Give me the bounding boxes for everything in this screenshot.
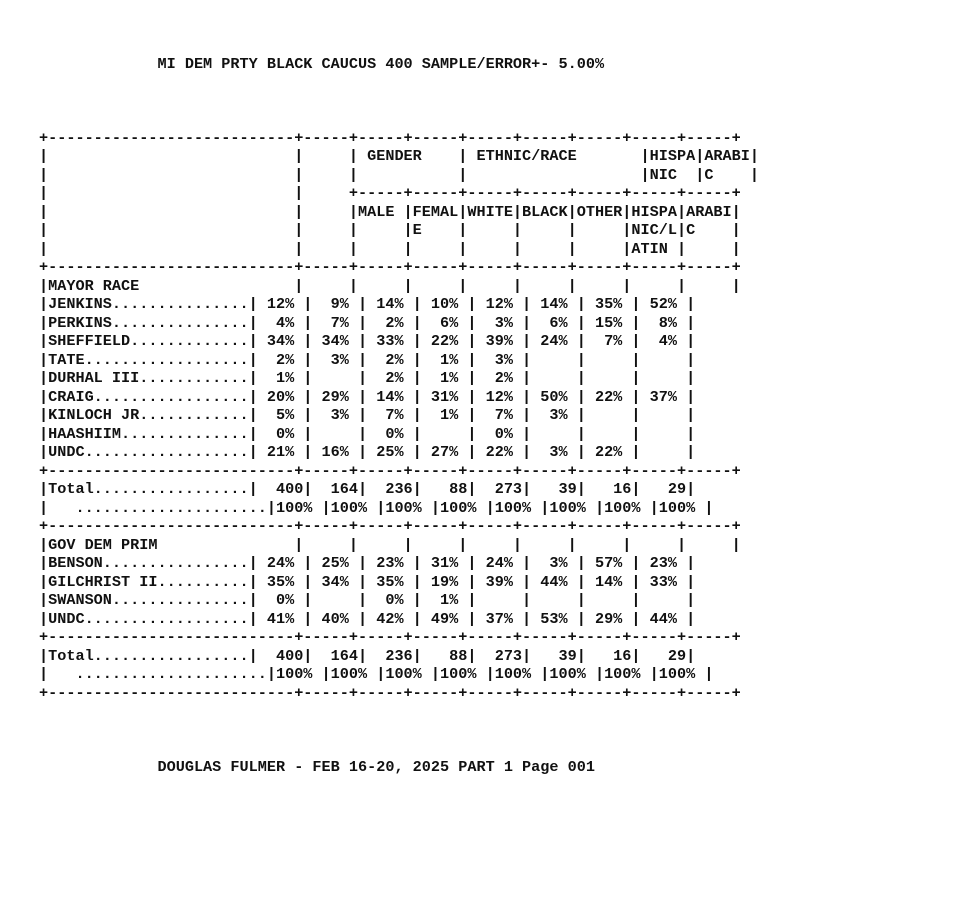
page-title: MI DEM PRTY BLACK CAUCUS 400 SAMPLE/ERROR+- 5.00%: [157, 54, 605, 73]
header-row: | | |MALE |FEMAL|WHITE|BLACK|OTHER|HISPA|ARABI|: [39, 202, 741, 221]
table-row: |KINLOCH JR............| 5% | 3% | 7% | 1% | 7% | 3% | | |: [39, 406, 696, 424]
percent-total-row: | .....................|100% |100% |100% |100% |100% |100% |100% |100% |: [39, 665, 714, 683]
table-row: |UNDC..................| 41% | 40% | 42% | 49% | 37% | 53% | 29% | 44% |: [39, 609, 696, 628]
table-row: |CRAIG.................| 20% | 29% | 14% | 31% | 12% | 50% | 22% | 37% |: [39, 387, 696, 406]
table-border: +---------------------------+-----+-----+-----+-----+-----+-----+-----+-----+: [39, 461, 741, 480]
blank-line: [39, 36, 759, 55]
crosstab-document: [39, 36, 759, 776]
blank-line: [39, 702, 759, 721]
blank-line: [39, 721, 759, 740]
header-row: | | +-----+-----+-----+-----+-----+-----+-----+: [39, 184, 741, 202]
table-border: +---------------------------+-----+-----+-----+-----+-----+-----+-----+-----+: [39, 258, 741, 276]
table-border: +---------------------------+-----+-----+-----+-----+-----+-----+-----+-----+: [39, 517, 741, 535]
table-border: +---------------------------+-----+-----+-----+-----+-----+-----+-----+-----+: [39, 683, 741, 702]
table-row: |DURHAL III............| 1% | | 2% | 1% | 2% | | | |: [39, 369, 696, 387]
total-row: |Total.................| 400| 164| 236| 88| 273| 39| 16| 29|: [39, 480, 696, 498]
table-row: |SHEFFIELD.............| 34% | 34% | 33% | 22% | 39% | 24% | 7% | 4% |: [39, 332, 696, 350]
blank-line: [39, 739, 759, 758]
percent-total-row: | .....................|100% |100% |100% |100% |100% |100% |100% |100% |: [39, 498, 714, 517]
blank-line: [39, 110, 759, 129]
header-row: | | | |E | | | |NIC/L|C |: [39, 221, 741, 239]
total-row: |Total.................| 400| 164| 236| 88| 273| 39| 16| 29|: [39, 646, 696, 665]
header-row: | | | | | | | |ATIN | |: [39, 239, 741, 258]
section-title-gov-dem-prim: |GOV DEM PRIM | | | | | | | | |: [39, 535, 741, 554]
table-border: +---------------------------+-----+-----+-----+-----+-----+-----+-----+-----+: [39, 128, 741, 147]
table-border: +---------------------------+-----+-----+-----+-----+-----+-----+-----+-----+: [39, 628, 741, 646]
table-row: |TATE..................| 2% | 3% | 2% | 1% | 3% | | | |: [39, 350, 696, 369]
header-row: | | | | |NIC |C |: [39, 165, 760, 184]
page-footer: DOUGLAS FULMER - FEB 16-20, 2025 PART 1 Page 001: [157, 757, 595, 776]
blank-line: [39, 92, 759, 111]
table-row: |JENKINS...............| 12% | 9% | 14% | 10% | 12% | 14% | 35% | 52% |: [39, 295, 696, 313]
table-row: |PERKINS...............| 4% | 7% | 2% | 6% | 3% | 6% | 15% | 8% |: [39, 313, 696, 332]
table-row: |SWANSON...............| 0% | | 0% | 1% | | | | |: [39, 591, 696, 609]
section-title-mayor-race: |MAYOR RACE | | | | | | | | |: [39, 276, 741, 295]
table-row: |UNDC..................| 21% | 16% | 25% | 27% | 22% | 3% | 22% | |: [39, 443, 696, 461]
blank-line: [39, 73, 759, 92]
header-row: | | | GENDER | ETHNIC/RACE |HISPA|ARABI|: [39, 147, 760, 165]
table-row: |HAASHIIM..............| 0% | | 0% | | 0% | | | |: [39, 424, 696, 443]
table-row: |GILCHRIST II..........| 35% | 34% | 35% | 19% | 39% | 44% | 14% | 33% |: [39, 572, 696, 591]
table-row: |BENSON................| 24% | 25% | 23% | 31% | 24% | 3% | 57% | 23% |: [39, 554, 696, 572]
